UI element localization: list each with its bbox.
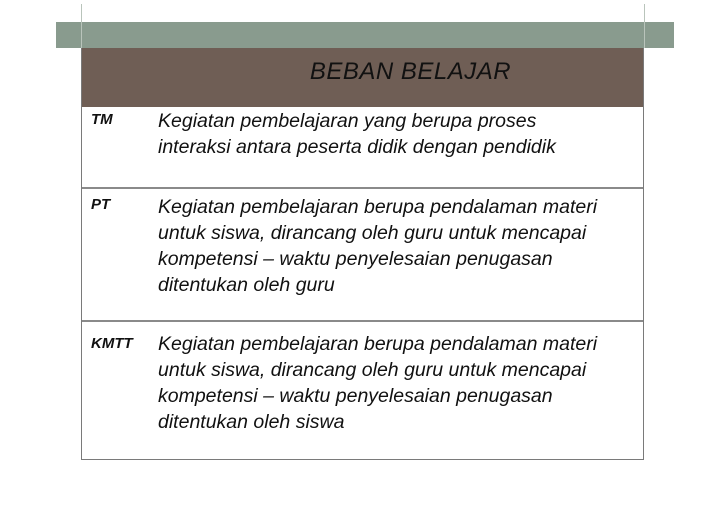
table-header [82,48,643,107]
row-code: TM [91,111,113,128]
row-code: PT [91,196,111,213]
row-description: Kegiatan pembelajaran berupa pendalaman materi untuk siswa, dirancang oleh guru untuk mencapai kompetensi – waktu penyelesaian penugasan ditentukan oleh siswa [158,333,598,433]
row-description: Kegiatan pembelajaran berupa pendalaman materi untuk siswa, dirancang oleh guru untuk mencapai kompetensi – waktu penyelesaian penugasan ditentukan oleh guru [158,196,598,296]
row-code: KMTT [91,335,133,352]
table-row [82,107,643,187]
guide-tick-right [644,4,645,48]
table-row [82,189,643,318]
top-accent-bar [56,22,674,48]
row-description: Kegiatan pembelajaran yang berupa proses interaksi antara peserta didik dengan pendidik [158,110,556,158]
beban-belajar-table [81,48,644,460]
slide-title: BEBAN BELAJAR [309,58,512,85]
guide-tick-left [81,4,82,48]
table-row [82,322,643,458]
